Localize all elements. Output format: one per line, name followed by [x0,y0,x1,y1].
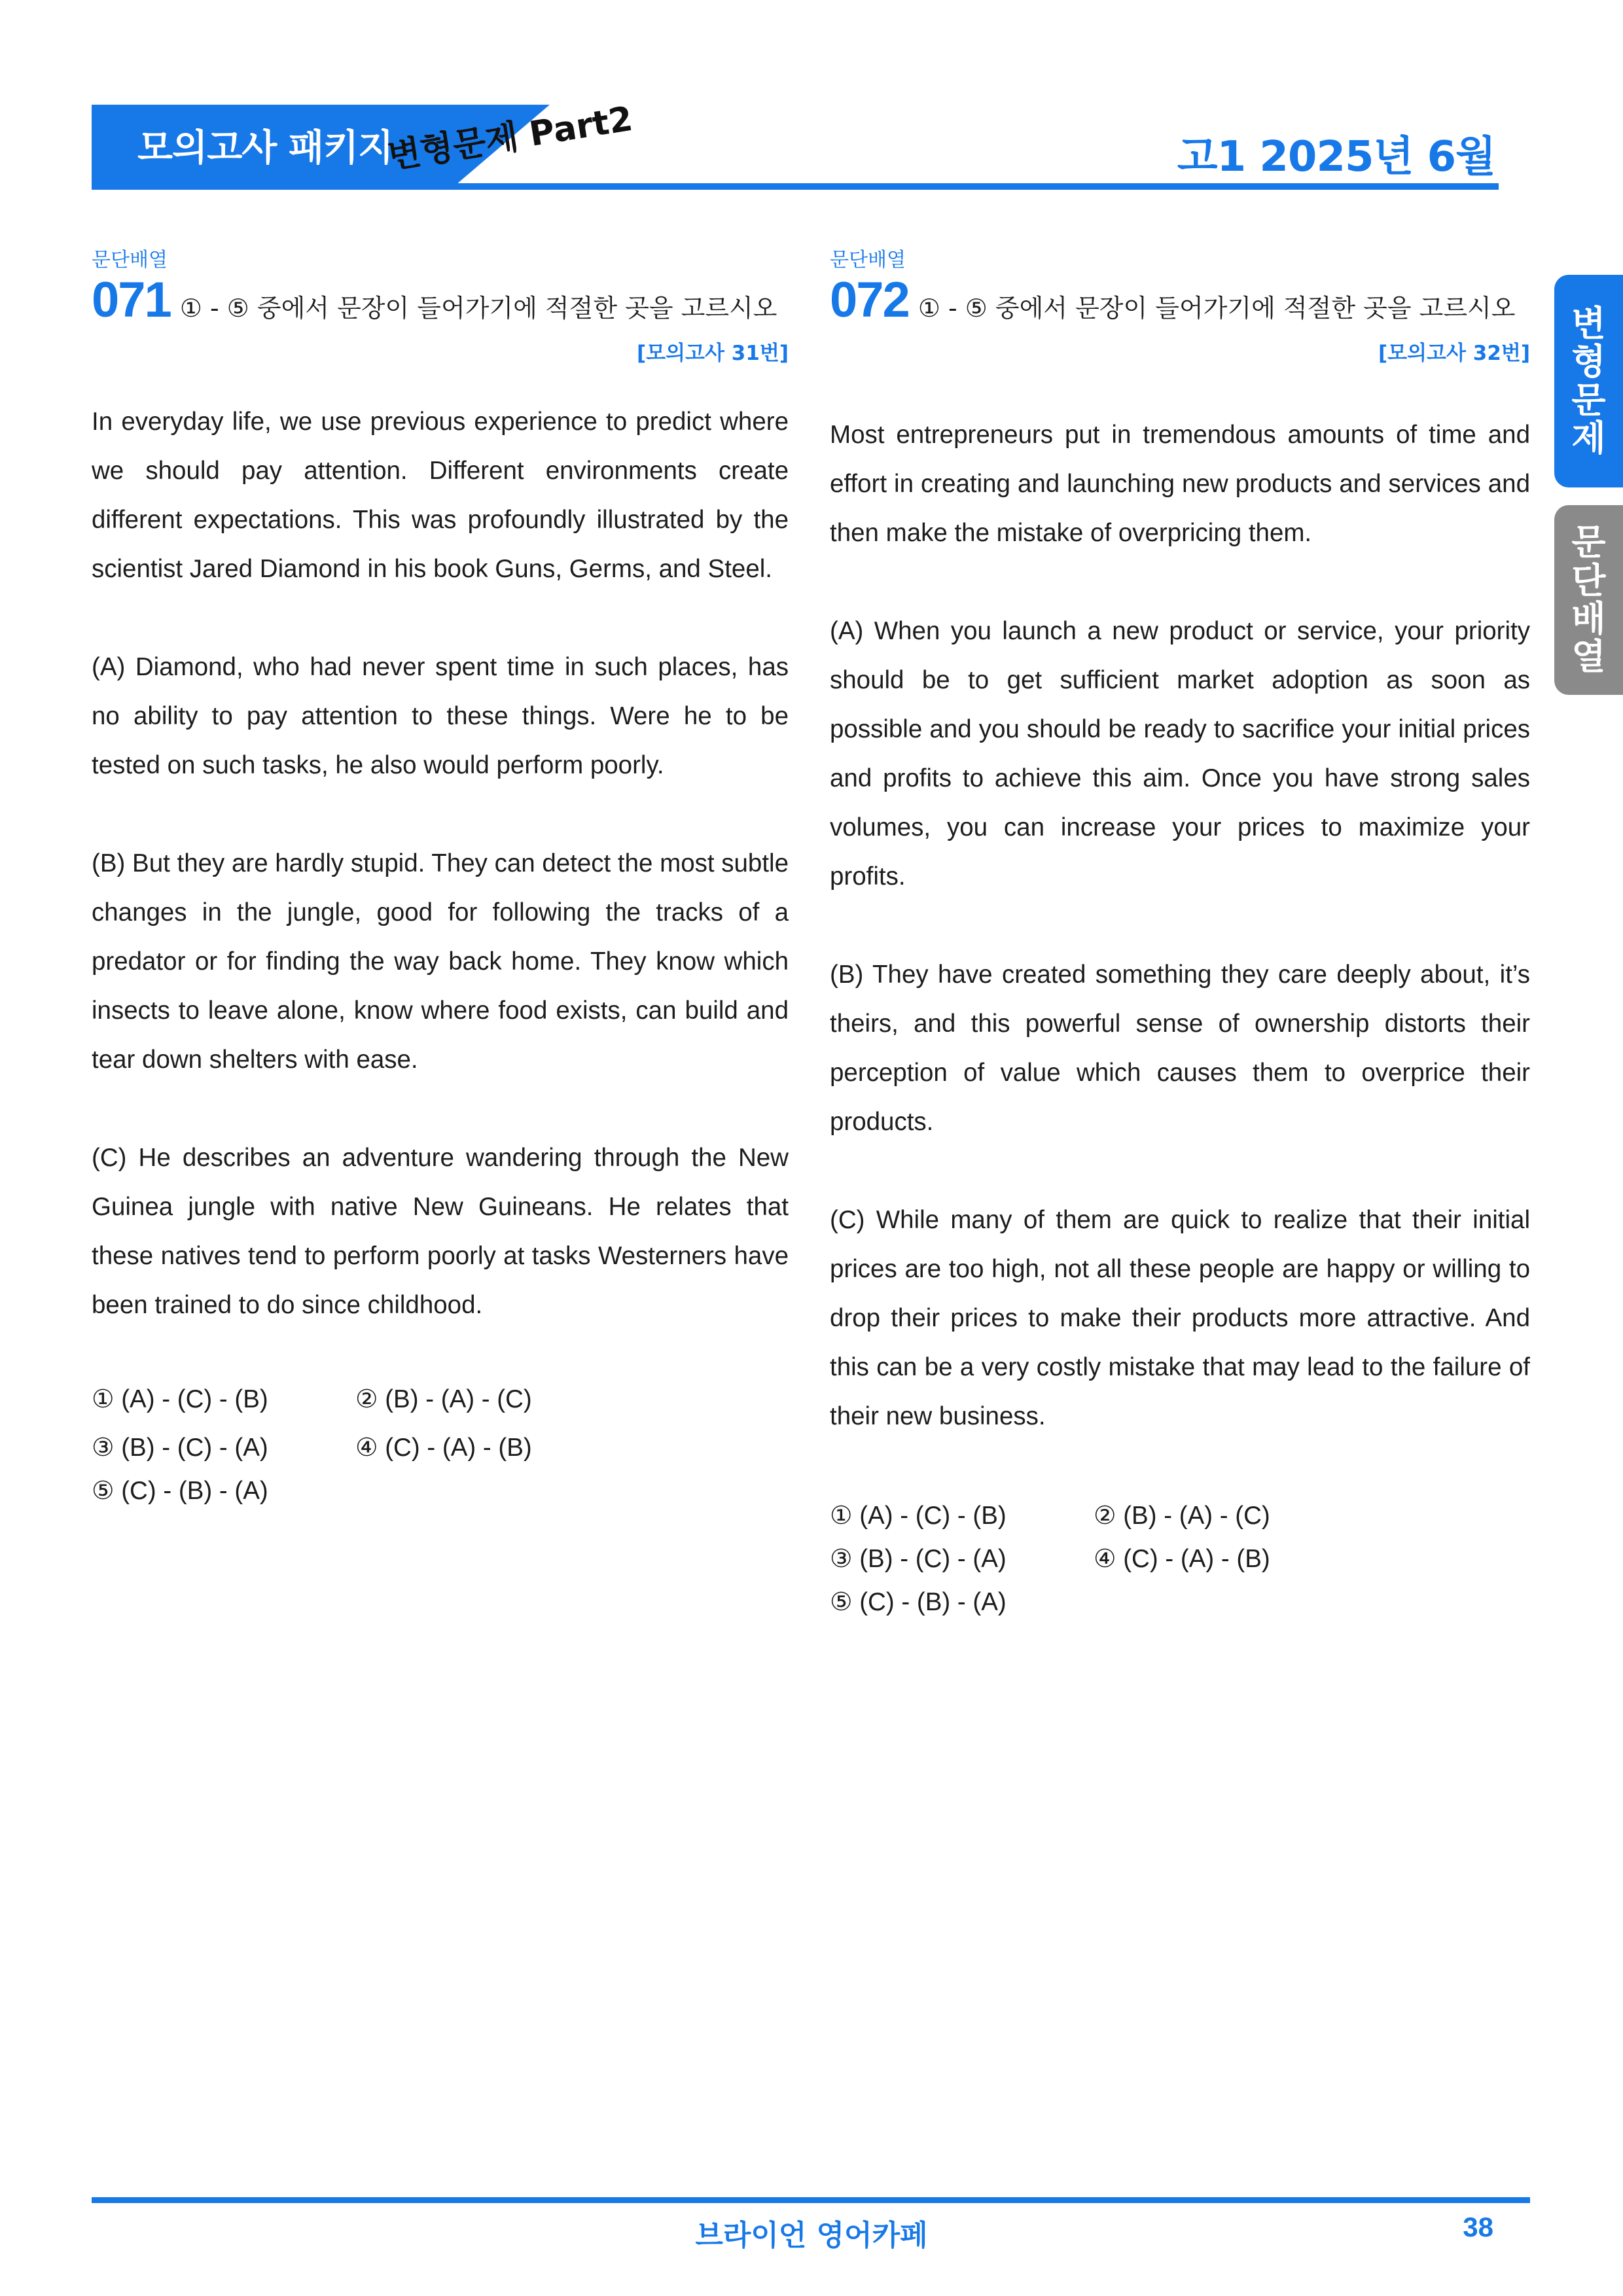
question-category: 문단배열 [830,249,906,272]
answer-choices [92,1385,789,1506]
choice-3[interactable]: ③ (B) - (C) - (A) [92,1434,268,1462]
passage-paragraph-b: (B) They have created something they care deeply about, it’s theirs, and this powerful sense of ownership distorts their perception of value which causes them to overprice their products. [830,961,1530,1136]
side-tab-char: 형 [1571,341,1606,383]
question-071 [92,249,789,1506]
exam-label: 고1 2025년 6월 [1177,133,1495,181]
side-tab-char: 문 [1571,521,1606,563]
page-number: 38 [1463,2212,1493,2242]
passage-paragraph-c: (C) He describes an adventure wandering through the New Guinea jungle with native New Guineans. He relates that these natives tend to perform poorly at tasks Westerners have been trained to do since childhood. [92,1144,789,1319]
question-heading [830,274,1530,327]
choice-4[interactable]: ④ (C) - (A) - (B) [1094,1545,1270,1573]
footer-brand: 브라이언 영어카페 [695,2219,928,2252]
question-072 [830,249,1530,1617]
package-title: 모의고사 패키지 [137,127,393,169]
choice-2[interactable]: ② (B) - (A) - (C) [355,1385,532,1413]
answer-choices [830,1501,1530,1617]
passage-paragraph-a: (A) When you launch a new product or service, your priority should be to get sufficient market adoption as soon as possible and you should be ready to sacrifice your initial prices and profits to achieve this aim. Once you have strong sales volumes, you can increase your prices to maximize your profits. [830,617,1530,891]
question-source: [모의고사 31번] [637,342,789,365]
side-tab-paragraph-order[interactable] [1554,505,1623,695]
choice-5[interactable]: ⑤ (C) - (B) - (A) [92,1477,268,1505]
choice-3[interactable]: ③ (B) - (C) - (A) [830,1545,1007,1573]
side-tab-variant-questions[interactable] [1554,275,1623,487]
side-tab-char: 열 [1571,636,1606,678]
side-tab-char: 단 [1571,559,1606,601]
choice-4[interactable]: ④ (C) - (A) - (B) [355,1434,532,1462]
side-tab-char: 배 [1571,598,1606,639]
side-tab-char: 문 [1571,379,1606,421]
side-tab-char: 변 [1571,302,1606,344]
question-number: 071 [92,272,171,328]
question-source: [모의고사 32번] [1378,342,1530,365]
question-instruction: ① - ⑤ 중에서 문장이 들어가기에 적절한 곳을 고르시오 [918,294,1516,323]
choice-1[interactable]: ① (A) - (C) - (B) [830,1502,1007,1530]
choice-1[interactable]: ① (A) - (C) - (B) [92,1385,268,1413]
passage-paragraph-a: (A) Diamond, who had never spent time in such places, has no ability to pay attention to these things. Were he to be tested on such tasks, he also would perform poorly. [92,653,789,779]
footer-rule [92,2197,1530,2203]
question-instruction: ① - ⑤ 중에서 문장이 들어가기에 적절한 곳을 고르시오 [179,294,777,323]
choice-2[interactable]: ② (B) - (A) - (C) [1094,1502,1270,1530]
passage-intro: Most entrepreneurs put in tremendous amounts of time and effort in creating and launching new products and services and then make the mistake of overpricing them. [830,421,1530,547]
header-rule [92,183,1499,190]
package-subtitle: 변형문제 Part2 [385,99,635,177]
passage-paragraph-c: (C) While many of them are quick to realize that their initial prices are too high, not all these people are happy or willing to drop their prices to make their products more attractive. And this can be a very costly mistake that may lead to the failure of their new business. [830,1206,1530,1430]
choice-5[interactable]: ⑤ (C) - (B) - (A) [830,1588,1007,1616]
question-heading [92,274,789,327]
side-tab-char: 제 [1571,417,1606,459]
passage-paragraph-b: (B) But they are hardly stupid. They can detect the most subtle changes in the jungle, good for following the tracks of a predator or for finding the way back home. They know which insects to leave alone, know where food exists, can build and tear down shelters with ease. [92,849,789,1074]
question-category: 문단배열 [92,249,168,272]
passage-intro: In everyday life, we use previous experience to predict where we should pay attention. Different environments create different expectations. This was profoundly illustrated by the scientist Jared Diamond in his book Guns, Germs, and Steel. [92,408,789,583]
question-number: 072 [830,272,909,328]
